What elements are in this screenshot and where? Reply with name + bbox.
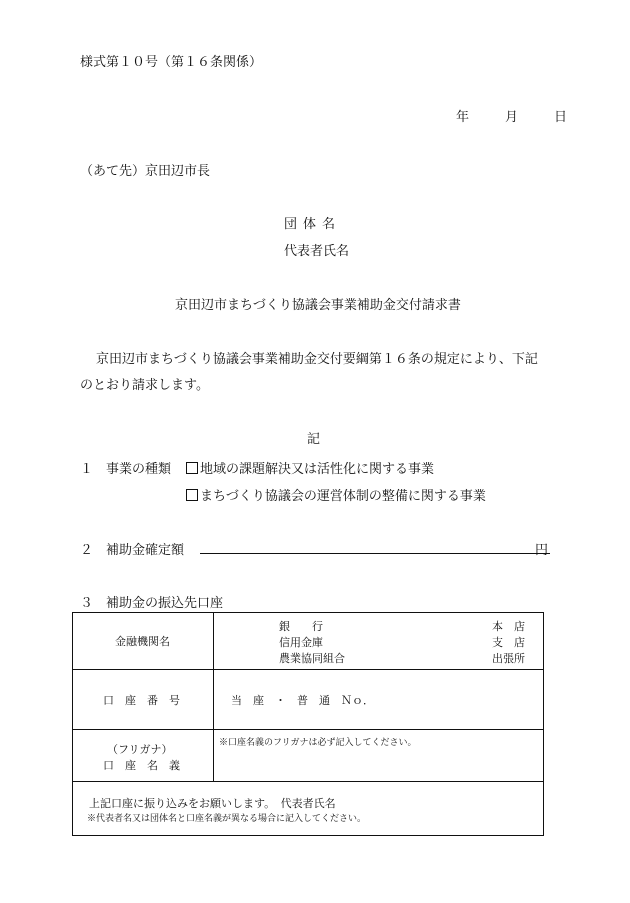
- yen-unit: 円: [535, 543, 549, 558]
- institution-type-ja[interactable]: 農業協同組合: [279, 652, 345, 665]
- project-type-option-1[interactable]: [186, 458, 434, 477]
- table-column-divider: [213, 613, 214, 781]
- item1-number: １: [80, 462, 94, 477]
- footer-note: ※代表者名又は団体名と口座名義が異なる場合に記入してください。: [87, 814, 367, 824]
- ki-heading: 記: [307, 432, 321, 447]
- branch-type-main[interactable]: 本 店: [492, 620, 525, 633]
- item1-label: 事業の種類: [106, 462, 172, 477]
- project-type-option-1-label: 地域の課題解決又は活性化に関する事業: [200, 462, 435, 477]
- org-name-label: 団体名: [284, 217, 342, 232]
- bank-account-table: [72, 612, 544, 836]
- document-title: 京田辺市まちづくり協議会事業補助金交付請求書: [175, 298, 461, 313]
- account-number-label: 口 座 番 号: [103, 694, 180, 707]
- institution-label: 金融機関名: [115, 635, 170, 648]
- rep-name-label: 代表者氏名: [284, 244, 350, 259]
- table-divider: [73, 781, 543, 782]
- table-divider: [73, 669, 543, 670]
- account-name-label: 口 座 名 義: [103, 759, 180, 772]
- item3-number: ３: [80, 596, 94, 611]
- item2-number: ２: [80, 543, 94, 558]
- addressee: （あて先）京田辺市長: [80, 164, 211, 179]
- body-text-line-2: のとおり請求します。: [80, 378, 209, 393]
- item2-label: 補助金確定額: [106, 543, 185, 558]
- institution-type-shinkin[interactable]: 信用金庫: [279, 636, 323, 649]
- checkbox-icon[interactable]: [186, 462, 198, 474]
- date-line: [456, 106, 567, 125]
- date-day: 日: [554, 110, 568, 125]
- date-year: 年: [456, 110, 470, 125]
- amount-input-line[interactable]: [200, 553, 550, 554]
- date-month: 月: [505, 110, 519, 125]
- table-divider: [73, 729, 543, 730]
- body-text-line-1: 京田辺市まちづくり協議会事業補助金交付要綱第１６条の規定により、下記: [96, 352, 538, 367]
- branch-type-office[interactable]: 出張所: [492, 652, 525, 665]
- account-name-furigana-label: （フリガナ）: [107, 743, 173, 756]
- form-number: 様式第１０号（第１６条関係）: [80, 55, 263, 70]
- checkbox-icon[interactable]: [186, 489, 198, 501]
- item3-label: 補助金の振込先口座: [106, 596, 224, 611]
- account-type-field[interactable]: 当 座 ・ 普 通 Ｎｏ．: [231, 694, 374, 707]
- account-name-note: ※口座名義のフリガナは必ず記入してください。: [219, 738, 417, 748]
- request-text: 上記口座に振り込みをお願いします。 代表者氏名: [89, 797, 336, 810]
- project-type-option-2-label: まちづくり協議会の運営体制の整備に関する事業: [200, 489, 486, 504]
- institution-type-bank[interactable]: 銀 行: [279, 620, 323, 633]
- branch-type-branch[interactable]: 支 店: [492, 636, 525, 649]
- project-type-option-2[interactable]: [186, 485, 486, 504]
